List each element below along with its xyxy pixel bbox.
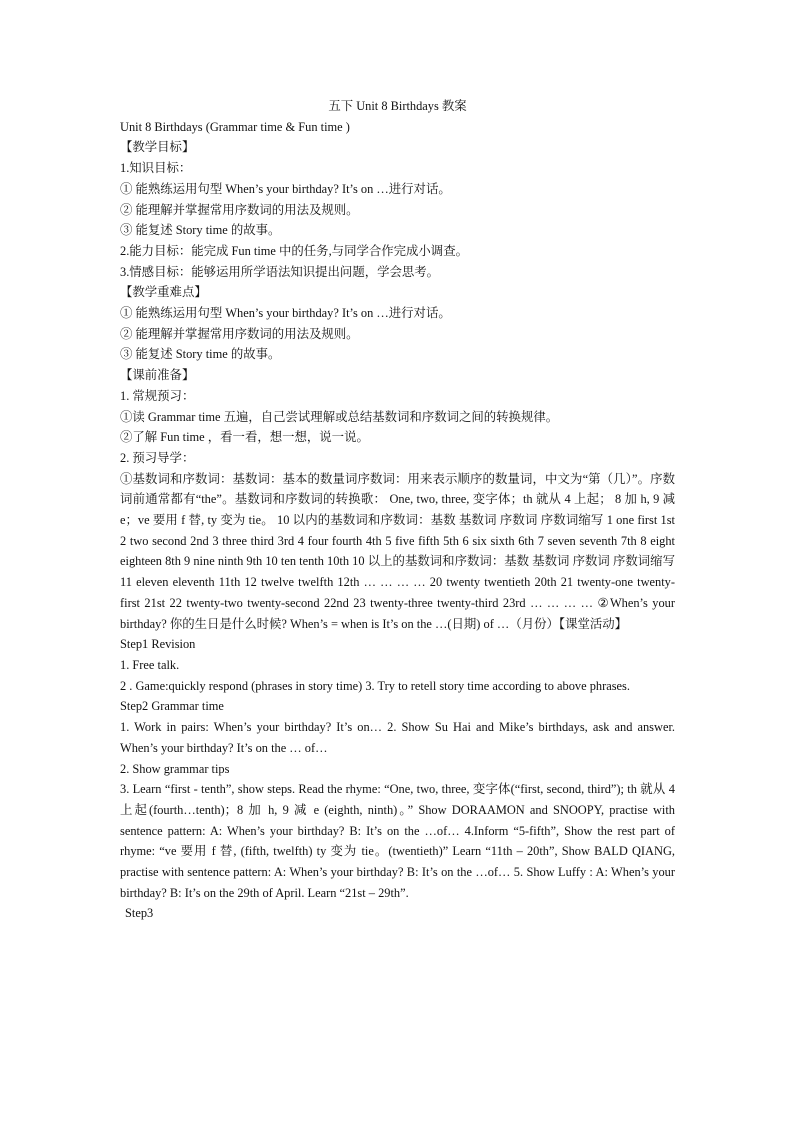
step1-item: 2 . Game:quickly respond (phrases in story time) 3. Try to retell story time according to above phrases.	[120, 678, 630, 693]
preview-heading: 1. 常规预习：	[120, 388, 195, 403]
step2-heading: Step2 Grammar time	[120, 699, 224, 714]
step2-item: 3. Learn “first - tenth”, show steps. Read the rhyme: “One, two, three, 变字体(“first, second, third”); th 就从 4 上起(fourth…tenth)；8 加 h, 9 减 e (eighth, ninth)。” Show DORAAMON and SNOOPY, practise with sentence pattern: A: When’s your birthday? B: It’s on the …of… 4.Inform “5-fifth”, Show the rest part of rhyme: “ve 要用 f 替, (fifth, twelfth) ty 变为 tie。(twentieth)” Learn “11th – 20th”, Show BALD QIANG, practise with sentence pattern: A: When’s your birthday? B: It’s on the …of… 5. Show Luffy : A: When’s your birthday? B: It’s on the 29th of April. Learn “21st – 29th”.	[120, 782, 675, 900]
key-point-item: ② 能理解并掌握常用序数词的用法及规则。	[120, 326, 359, 341]
knowledge-objectives-heading: 1.知识目标：	[120, 161, 192, 176]
step2-item: 1. Work in pairs: When’s your birthday? It’s on… 2. Show Su Hai and Mike’s birthdays, ask and answer. When’s your birthday? It’s on the … of…	[120, 720, 675, 755]
key-point-item: ③ 能复述 Story time 的故事。	[120, 347, 281, 362]
objectives-heading: 【教学目标】	[120, 140, 195, 155]
guide-paragraph: ①基数词和序数词：基数词：基本的数量词序数词：用来表示顺序的数量词，中文为“第（几）”。序数词前通常都有“the”。基数词和序数词的转换歌： One, two, three, 变字体；th 就从 4 上起； 8 加 h, 9 减 e；ve 要用 f 替, ty 变为 tie。 10 以内的基数词和序数词：基数 基数词 序数词 序数词缩写 1 one first 1st 2 two second 2nd 3 three third 3rd 4 four fourth 4th 5 five fifth 5th 6 six sixth 6th 7 seven seventh 7th 8 eight eighteen 8th 9 nine ninth 9th 10 ten tenth 10th 10 以上的基数词和序数词：基数 基数词 序数词 序数词缩写 11 eleven eleventh 11th 12 twelve twelfth 12th … … … … 20 twenty twentieth 20th 21 twenty-one twenty-first 21st 22 twenty-two twenty-second 22nd 23 twenty-three twenty-third 23rd … … … … ②When’s your birthday? 你的生日是什么时候? When’s = when is It’s on the …(日期) of …（月份）【课堂活动】	[120, 471, 675, 631]
key-point-item: ① 能熟练运用句型 When’s your birthday? It’s on …进行对话。	[120, 306, 451, 321]
objective-item: ③ 能复述 Story time 的故事。	[120, 223, 281, 238]
step2-item: 2. Show grammar tips	[120, 761, 230, 776]
preview-item: ②了解 Fun time ，看一看，想一想，说一说。	[120, 430, 369, 445]
document-title: 五下 Unit 8 Birthdays 教案	[328, 99, 467, 113]
step1-item: 1. Free talk.	[120, 657, 180, 672]
key-points-heading: 【教学重难点】	[120, 285, 207, 300]
preparation-heading: 【课前准备】	[120, 368, 195, 383]
step3-heading: Step3	[125, 906, 154, 921]
ability-objective: 2.能力目标：能完成 Fun time 中的任务,与同学合作完成小调查。	[120, 243, 468, 258]
objective-item: ② 能理解并掌握常用序数词的用法及规则。	[120, 202, 359, 217]
emotion-objective: 3.情感目标：能够运用所学语法知识提出问题，学会思考。	[120, 264, 440, 279]
step1-heading: Step1 Revision	[120, 637, 196, 652]
objective-item: ① 能熟练运用句型 When’s your birthday? It’s on …进行对话。	[120, 181, 451, 196]
preview-item: ①读 Grammar time 五遍，自己尝试理解或总结基数词和序数词之间的转换规律。	[120, 409, 559, 424]
lesson-plan-document	[120, 96, 675, 924]
guide-heading: 2. 预习导学：	[120, 450, 195, 465]
document-subtitle: Unit 8 Birthdays (Grammar time & Fun time )	[120, 119, 350, 134]
